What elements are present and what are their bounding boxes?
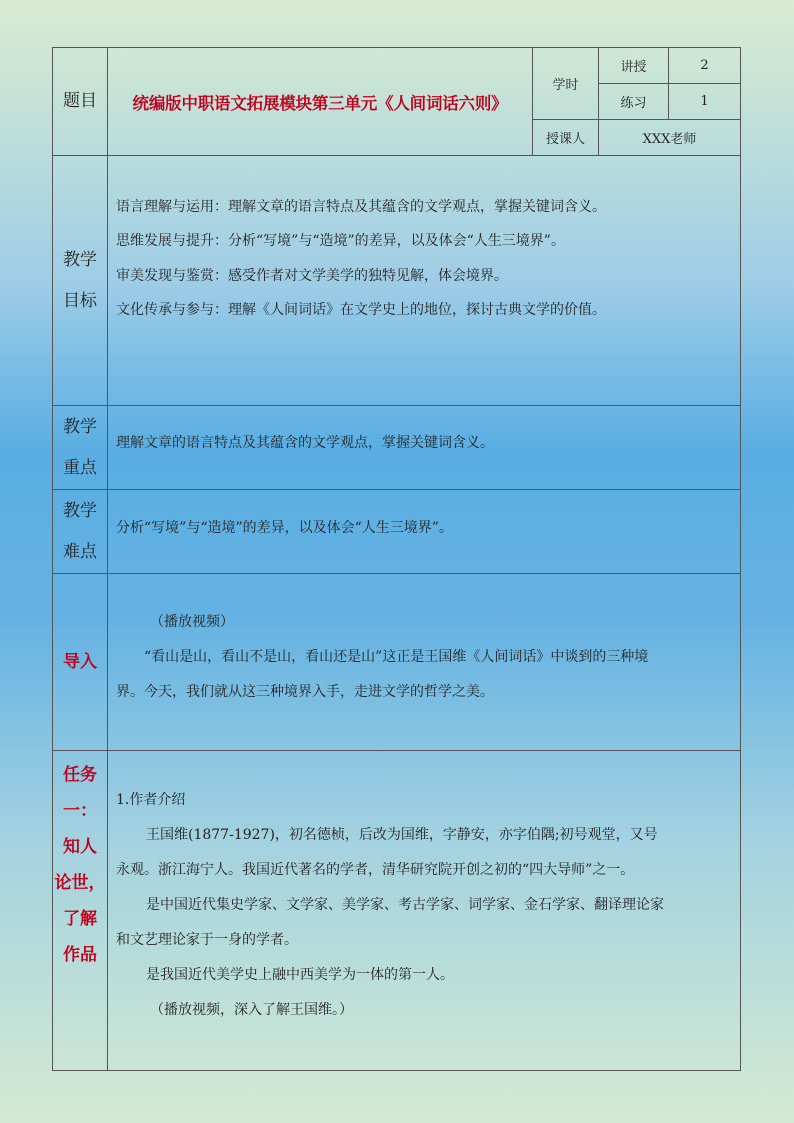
lesson-title [108, 48, 532, 155]
key-points-label [53, 406, 107, 489]
difficulties-label [53, 490, 107, 573]
row-divider [52, 405, 741, 406]
difficulties-label-line1: 教学 [63, 500, 97, 521]
task1-para2-line2: 和文艺理论家于一身的学者。 [116, 932, 298, 948]
task1-heading: 1.作者介绍 [116, 792, 186, 808]
goal-item-culture: 文化传承与参与：理解《人间词话》在文学史上的地位，探讨古典文学的价值。 [116, 302, 606, 318]
task1-label-line: 了解 [63, 909, 97, 929]
task1-label-line: 知人 [63, 837, 97, 857]
teacher-value: XXX老师 [642, 132, 697, 147]
intro-label [53, 574, 107, 750]
practice-hours-value: 1 [700, 94, 709, 109]
task1-video-note: （播放视频，深入了解王国维。） [150, 1002, 353, 1018]
intro-text-line1: “看山是山，看山不是山，看山还是山”这正是王国维《人间词话》中谈到的三种境 [144, 649, 649, 665]
task1-label-line: 一： [63, 801, 97, 821]
goal-item-thinking: 思维发展与提升：分析“写境”与“造境”的差异，以及体会“人生三境界”。 [116, 233, 565, 249]
goals-label-line1: 教学 [63, 249, 97, 270]
practice-label: 练习 [620, 96, 647, 111]
task1-label-line: 任务 [63, 765, 97, 785]
row-divider [52, 155, 741, 156]
hours-label: 学时 [552, 78, 579, 93]
task1-para2-line1: 是中国近代集史学家、文学家、美学家、考古学家、词学家、金石学家、翻译理论家 [146, 897, 664, 913]
task1-para1-line1: 王国维(1877-1927)，初名德桢，后改为国维，字静安，亦字伯隅;初号观堂，又号 [146, 827, 658, 843]
key-points-label-line2: 重点 [63, 457, 97, 478]
key-points-label-line1: 教学 [63, 416, 97, 437]
task1-label-line: 论世， [54, 873, 106, 893]
goals-label [53, 156, 107, 405]
lecture-label: 讲授 [620, 60, 647, 75]
title-label: 题目 [63, 91, 97, 111]
row-divider [52, 750, 741, 751]
table-border-bottom [52, 1070, 741, 1071]
intro-text-line2: 界。今天，我们就从这三种境界入手，走进文学的哲学之美。 [116, 684, 494, 700]
key-points-text: 理解文章的语言特点及其蕴含的文学观点，掌握关键词含义。 [116, 435, 494, 451]
lesson-plan-table [52, 47, 741, 1071]
column-divider [107, 47, 108, 1071]
difficulties-label-line2: 难点 [63, 541, 97, 562]
goal-item-aesthetic: 审美发现与鉴赏：感受作者对文学美学的独特见解，体会境界。 [116, 268, 508, 284]
goals-label-line2: 目标 [63, 290, 97, 311]
lecture-hours-value: 2 [700, 58, 709, 73]
row-divider [52, 573, 741, 574]
difficulties-text: 分析“写境”与“造境”的差异，以及体会“人生三境界”。 [116, 520, 453, 536]
goal-item-language: 语言理解与运用：理解文章的语言特点及其蕴含的文学观点，掌握关键词含义。 [116, 199, 606, 215]
intro-label-text: 导入 [63, 651, 97, 672]
task1-para1-line2: 永观。浙江海宁人。我国近代著名的学者，清华研究院开创之初的“四大导师”之一。 [116, 862, 635, 878]
task1-label [53, 751, 107, 1003]
table-border-right [740, 47, 741, 1071]
task1-para3: 是我国近代美学史上融中西美学为一体的第一人。 [146, 967, 454, 983]
teacher-label: 授课人 [545, 132, 585, 147]
intro-video-note: （播放视频） [150, 614, 234, 630]
task1-label-line: 作品 [63, 945, 97, 965]
row-divider [52, 489, 741, 490]
lesson-title-text: 统编版中职语文拓展模块第三单元《人间词话六则》 [132, 93, 508, 113]
